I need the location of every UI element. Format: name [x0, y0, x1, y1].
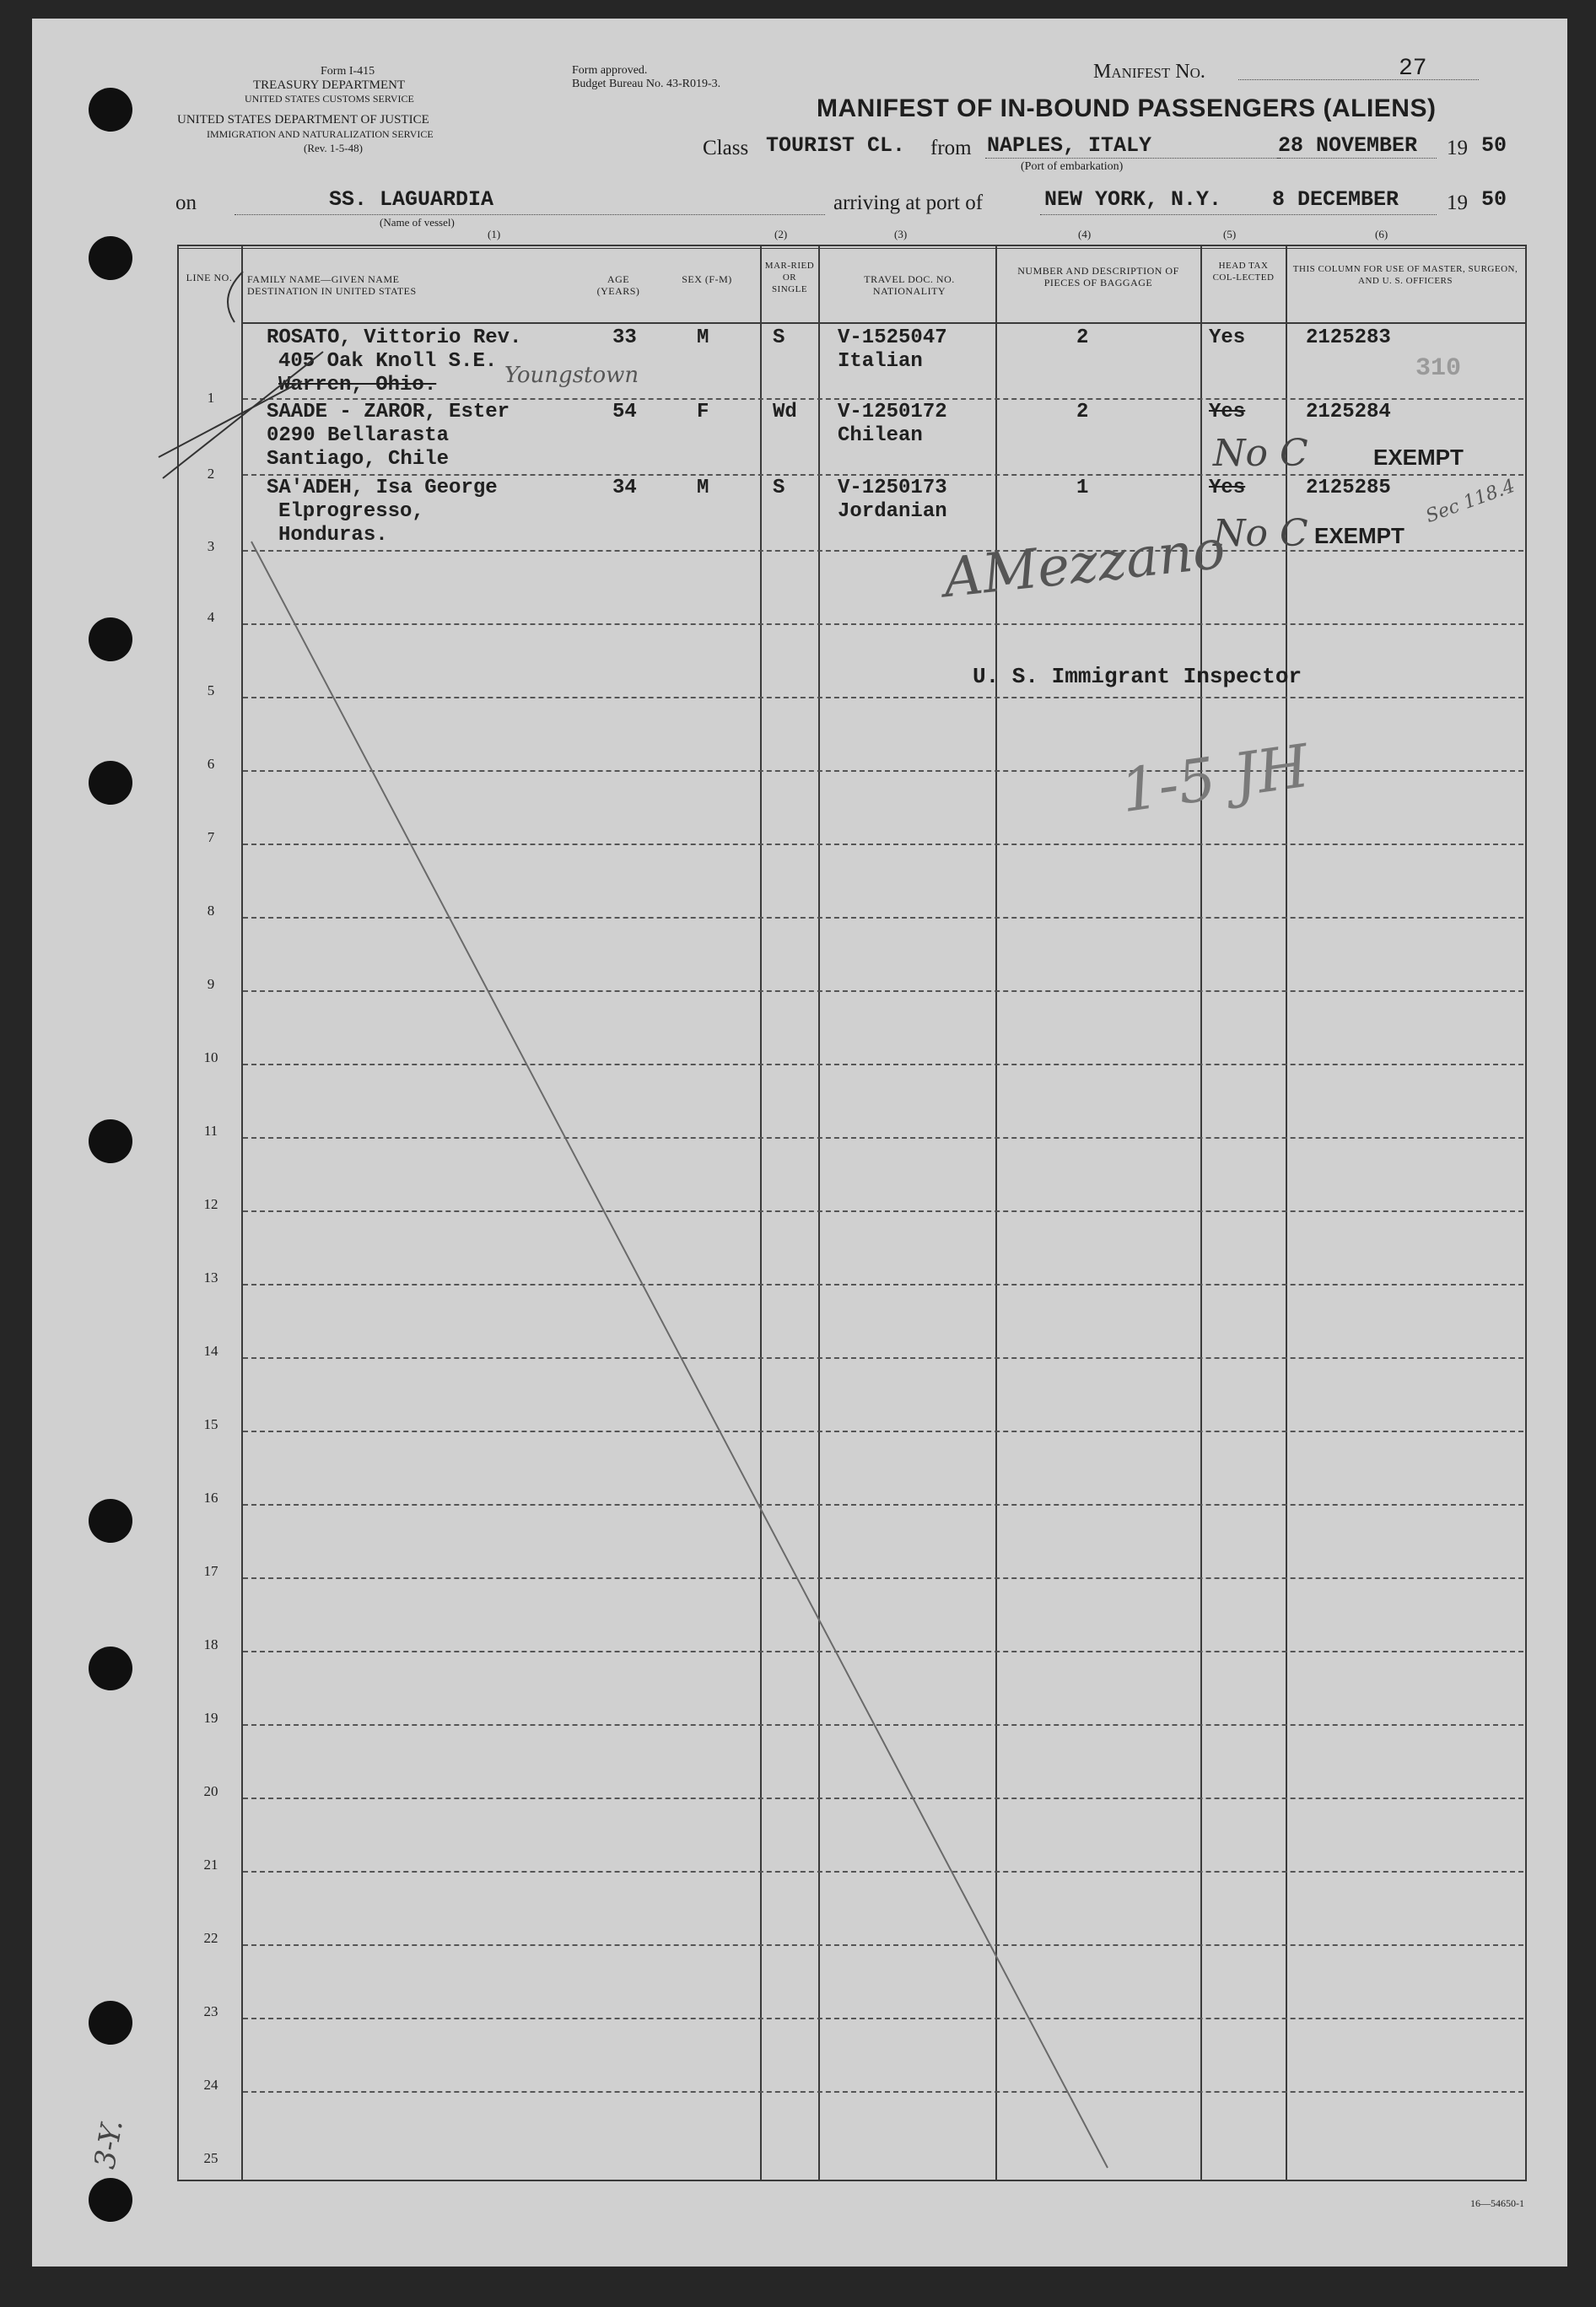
- from-value: NAPLES, ITALY: [987, 133, 1152, 158]
- cancellation-lines: [32, 19, 1567, 2267]
- header-officers: THIS COLUMN FOR USE OF MASTER, SURGEON, AND U. S. OFFICERS: [1292, 264, 1518, 286]
- year-prefix-2: 19: [1447, 191, 1468, 214]
- treasury-dept: TREASURY DEPARTMENT: [253, 78, 406, 92]
- passenger-address: 0290 Bellarasta: [267, 424, 450, 447]
- budget-bureau: Budget Bureau No. 43-R019-3.: [572, 78, 721, 90]
- annotation-noc-1: No C: [1213, 432, 1308, 475]
- passenger-city: Santiago, Chile: [267, 448, 450, 471]
- form-number: Form I-415: [321, 65, 375, 78]
- line-number: 11: [203, 1123, 218, 1139]
- annotation-youngstown: Youngstown: [504, 363, 639, 388]
- line-number: 23: [203, 2003, 218, 2019]
- line-number: 18: [203, 1636, 218, 1652]
- arriving-label: arriving at port of: [833, 191, 984, 214]
- line-number: 17: [203, 1563, 218, 1579]
- passenger-officer-no: 2125285: [1306, 477, 1391, 499]
- passenger-baggage: 1: [1076, 477, 1089, 499]
- line-number: 21: [203, 1857, 218, 1873]
- passenger-baggage: 2: [1076, 401, 1089, 423]
- header-name: FAMILY NAME—GIVEN NAME DESTINATION IN UNITED STATES: [247, 273, 417, 297]
- passenger-marital: S: [773, 326, 785, 349]
- justice-dept: UNITED STATES DEPARTMENT OF JUSTICE: [177, 113, 429, 127]
- line-number: 12: [203, 1196, 218, 1212]
- passenger-headtax: Yes: [1209, 477, 1246, 499]
- embark-caption: (Port of embarkation): [1021, 160, 1124, 173]
- passenger-nationality: Chilean: [838, 424, 923, 447]
- passenger-marital: S: [773, 477, 785, 499]
- annotation-noc-2: No C: [1213, 512, 1308, 555]
- line-number: 8: [207, 903, 215, 919]
- passenger-age: 33: [612, 326, 637, 349]
- line-number: 9: [207, 976, 215, 992]
- colnum-2: (2): [774, 228, 788, 240]
- from-label: from: [930, 137, 972, 159]
- class-value: TOURIST CL.: [766, 133, 906, 158]
- passenger-headtax: Yes: [1209, 326, 1246, 349]
- passenger-doc: V-1250172: [838, 401, 947, 423]
- line-number: 7: [207, 829, 215, 845]
- line-number: 4: [207, 609, 215, 625]
- header-travel: TRAVEL DOC. NO. NATIONALITY: [864, 273, 955, 297]
- on-label: on: [175, 191, 197, 214]
- vessel-name: SS. LAGUARDIA: [329, 187, 494, 212]
- passenger-city: Honduras.: [278, 524, 388, 547]
- year-suffix-2: 50: [1481, 187, 1507, 212]
- inspector-title: U. S. Immigrant Inspector: [973, 664, 1302, 689]
- annotation-section: Sec 118.4: [1423, 475, 1518, 528]
- line-number: 13: [203, 1269, 218, 1286]
- stamp-exempt-1: EXEMPT: [1373, 445, 1464, 470]
- passenger-headtax: Yes: [1209, 401, 1246, 423]
- class-label: Class: [703, 137, 749, 159]
- passenger-address: Elprogresso,: [278, 500, 424, 523]
- manifest-no-label: Manifest No.: [1093, 61, 1205, 83]
- line-number: 6: [207, 756, 215, 772]
- line-number: 10: [203, 1049, 218, 1065]
- line-number: 16: [203, 1490, 218, 1506]
- line-number: 22: [203, 1930, 218, 1946]
- line-number: 19: [203, 1710, 218, 1726]
- line-number: 14: [203, 1343, 218, 1359]
- passenger-sex: M: [697, 326, 709, 349]
- passenger-name: SA'ADEH, Isa George: [267, 477, 498, 499]
- colnum-3: (3): [894, 228, 908, 240]
- ins-service: IMMIGRATION AND NATURALIZATION SERVICE: [207, 128, 434, 140]
- embark-date: 28 NOVEMBER: [1278, 133, 1418, 158]
- revision: (Rev. 1-5-48): [304, 142, 363, 154]
- passenger-officer-no: 2125283: [1306, 326, 1391, 349]
- passenger-city: Warren, Ohio.: [278, 374, 437, 396]
- passenger-address: 405 Oak Knoll S.E.: [278, 350, 498, 373]
- line-number: 3: [207, 538, 215, 554]
- annotation-initials: 1-5 JH: [1116, 730, 1313, 827]
- year-suffix-1: 50: [1481, 133, 1507, 158]
- colnum-5: (5): [1223, 228, 1237, 240]
- line-number: 25: [203, 2150, 218, 2166]
- passenger-nationality: Jordanian: [838, 500, 947, 523]
- colnum-1: (1): [488, 228, 501, 240]
- header-line-no: LINE NO.: [186, 272, 233, 283]
- year-prefix-1: 19: [1447, 137, 1468, 159]
- margin-note: 3-Y.: [88, 2116, 130, 2172]
- passenger-nationality: Italian: [838, 350, 923, 373]
- passenger-marital: Wd: [773, 401, 797, 423]
- header-age: AGE (YEARS): [596, 273, 640, 297]
- line-number: 24: [203, 2077, 218, 2093]
- header-sex: SEX (F-M): [682, 273, 732, 285]
- header-baggage: NUMBER AND DESCRIPTION OF PIECES OF BAGGAGE: [1017, 265, 1179, 288]
- line-number: 20: [203, 1783, 218, 1799]
- vessel-caption: (Name of vessel): [380, 216, 455, 229]
- header-married: MAR-RIED OR SINGLE: [764, 261, 815, 294]
- line-number: 1: [207, 390, 215, 406]
- manifest-no-value: 27: [1399, 56, 1427, 82]
- line-number: 5: [207, 682, 215, 698]
- line-number: 2: [207, 466, 215, 482]
- form-approved: Form approved.: [572, 64, 648, 77]
- customs-service: UNITED STATES CUSTOMS SERVICE: [245, 93, 414, 105]
- footer-code: 16—54650-1: [1470, 2197, 1524, 2209]
- line-number: 15: [203, 1416, 218, 1432]
- colnum-6: (6): [1375, 228, 1388, 240]
- stamp-exempt-2: EXEMPT: [1314, 523, 1405, 548]
- manifest-page: [32, 19, 1567, 2267]
- passenger-age: 34: [612, 477, 637, 499]
- passenger-doc: V-1525047: [838, 326, 947, 349]
- passenger-sex: M: [697, 477, 709, 499]
- passenger-doc: V-1250173: [838, 477, 947, 499]
- passenger-sex: F: [697, 401, 709, 423]
- passenger-name: ROSATO, Vittorio Rev.: [267, 326, 522, 349]
- colnum-4: (4): [1078, 228, 1092, 240]
- annotation-310: 310: [1415, 354, 1462, 383]
- passenger-name: SAADE - ZAROR, Ester: [267, 401, 510, 423]
- passenger-officer-no: 2125284: [1306, 401, 1391, 423]
- passenger-age: 54: [612, 401, 637, 423]
- header-headtax: HEAD TAX COL-LECTED: [1212, 261, 1275, 283]
- manifest-title: MANIFEST OF IN-BOUND PASSENGERS (ALIENS): [817, 94, 1437, 122]
- inspector-signature: AMezzano: [941, 518, 1228, 611]
- arrival-port: NEW YORK, N.Y.: [1044, 187, 1222, 212]
- passenger-baggage: 2: [1076, 326, 1089, 349]
- arrival-date: 8 DECEMBER: [1272, 187, 1399, 212]
